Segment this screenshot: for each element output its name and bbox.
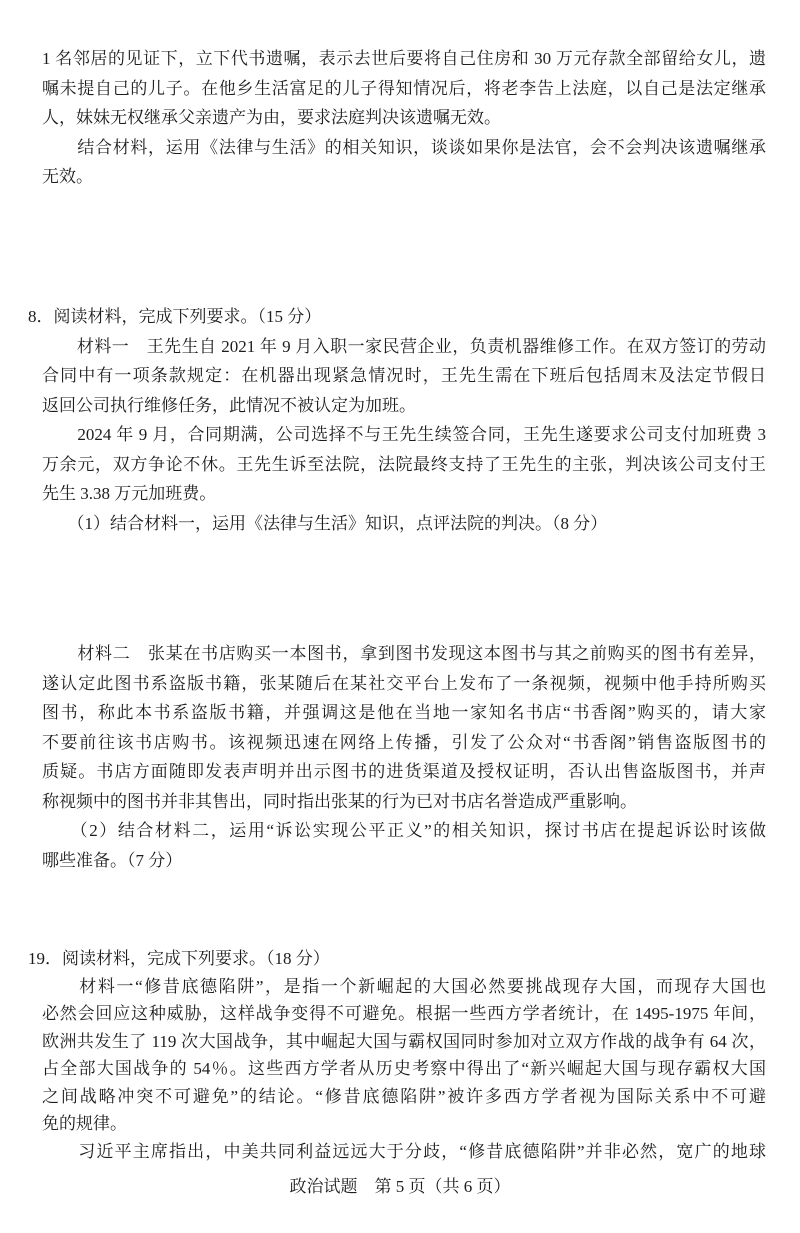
text-line: 材料一“修昔底德陷阱”，是指一个新崛起的大国必然要挑战现存大国，而现存大国也 bbox=[42, 976, 766, 996]
text-line: 材料二 张某在书店购买一本图书，拿到图书发现这本图书与其之前购买的图书有差异， bbox=[42, 644, 766, 663]
text-line: 称视频中的图书并非其售出，同时指出张某的行为已对书店名誉造成严重影响。 bbox=[42, 791, 637, 811]
text-line: 遂认定此图书系盗版书籍，张某随后在某社交平台上发布了一条视频，视频中他手持所购买 bbox=[42, 673, 766, 693]
text-line: 合同中有一项条款规定：在机器出现紧急情况时，王先生需在下班后包括周末及法定节假日 bbox=[42, 366, 766, 385]
question-18 bbox=[28, 302, 766, 538]
text-line: 返回公司执行维修任务，此情况不被认定为加班。 bbox=[42, 395, 416, 415]
sub-question-2-line: 哪些准备。（7 分） bbox=[42, 850, 183, 870]
sub-question-1-line: （1）结合材料一，运用《法律与生活》知识，点评法院的判决。（8 分） bbox=[42, 513, 608, 533]
text-line: 图书，称此本书系盗版书籍，并强调这是他在当地一家知名书店“书香阁”购买的，请大家 bbox=[42, 703, 766, 722]
text-line: 欧洲共发生了 119 次大国战争，其中崛起大国与霸权国同时参加对立双方作战的战争有 64 次， bbox=[42, 1031, 766, 1051]
question-17-continuation bbox=[42, 44, 766, 192]
text-line: 无效。 bbox=[42, 167, 93, 186]
question-18-material-2 bbox=[42, 639, 766, 875]
text-line: 占全部大国战争的 54％。这些西方学者从历史考察中得出了“新兴崛起大国与现存霸权大国 bbox=[42, 1059, 766, 1078]
text-line: 之间战略冲突不可避免”的结论。“修昔底德陷阱”被许多西方学者视为国际关系中不可避 bbox=[42, 1086, 766, 1106]
text-line: 不要前往该书店购书。该视频迅速在网络上传播，引发了公众对“书香阁”销售盗版图书的 bbox=[42, 732, 766, 752]
question-number-line: 8．阅读材料，完成下列要求。（15 分） bbox=[28, 307, 322, 326]
text-line: 2024 年 9 月，合同期满，公司选择不与王先生续签合同，王先生遂要求公司支付加班费 3 bbox=[42, 425, 766, 444]
text-line: 结合材料，运用《法律与生活》的相关知识，谈谈如果你是法官，会不会判决该遗嘱继承 bbox=[42, 137, 766, 157]
question-number-line: 19．阅读材料，完成下列要求。（18 分） bbox=[28, 949, 330, 968]
text-line: 人，妹妹无权继承父亲遗产为由，要求法庭判决该遗嘱无效。 bbox=[42, 108, 501, 127]
sub-question-2-line: （2）结合材料二，运用“诉讼实现公平正义”的相关知识，探讨书店在提起诉讼时该做 bbox=[42, 821, 766, 840]
text-line: 1 名邻居的见证下，立下代书遗嘱，表示去世后要将自己住房和 30 万元存款全部留给女儿，遗 bbox=[42, 49, 766, 68]
question-19 bbox=[28, 945, 766, 1165]
text-line: 先生 3.38 万元加班费。 bbox=[42, 484, 217, 503]
text-line: 免的规律。 bbox=[42, 1114, 127, 1133]
text-line: 万余元，双方争论不休。王先生诉至法院，法院最终支持了王先生的主张，判决该公司支付王 bbox=[42, 454, 766, 474]
text-line: 材料一 王先生自 2021 年 9 月入职一家民营企业，负责机器维修工作。在双方签订的劳动 bbox=[42, 336, 766, 356]
page-footer: 政治试题 第 5 页（共 6 页） bbox=[289, 1177, 511, 1196]
text-line: 必然会回应这种威胁，这样战争变得不可避免。根据一些西方学者统计，在 1495-1975 年间， bbox=[42, 1004, 766, 1023]
text-line: 嘱未提自己的儿子。在他乡生活富足的儿子得知情况后，将老李告上法庭，以自己是法定继承 bbox=[42, 78, 766, 98]
text-line: 习近平主席指出，中美共同利益远远大于分歧，“修昔底德陷阱”并非必然，宽广的地球 bbox=[42, 1141, 766, 1161]
text-line: 质疑。书店方面随即发表声明并出示图书的进货渠道及授权证明，否认出售盗版图书，并声 bbox=[42, 762, 766, 781]
